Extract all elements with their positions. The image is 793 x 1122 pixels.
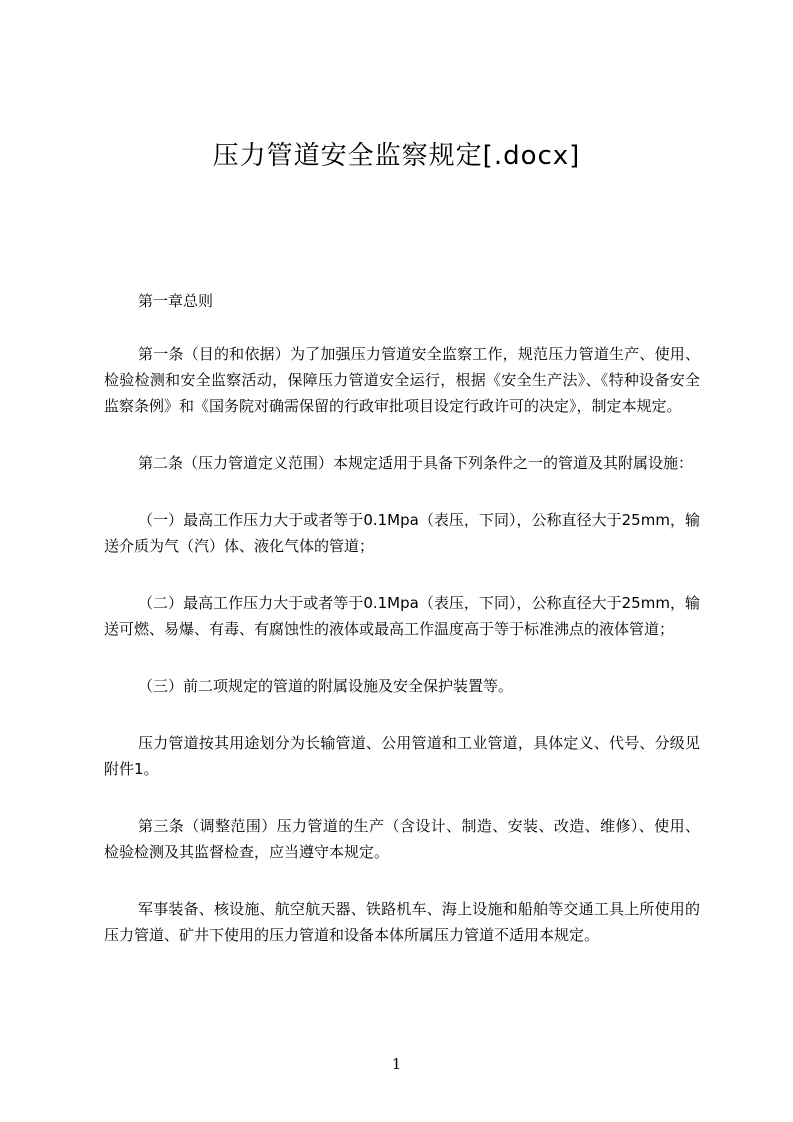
clause-3-paragraph: （三）前二项规定的管道的附属设施及安全保护装置等。 [138,677,514,695]
page-number: 1 [391,1055,402,1073]
document-title: 压力管道安全监察规定[.docx] [212,141,581,171]
article-1-paragraph: 第一条（目的和依据）为了加强压力管道安全监察工作，规范压力管道生产、使用、检验检测和安全监察活动，保障压力管道安全运行，根据《安全生产法》、《特种设备安全监察条例》和《国务院对确需保留的行政审批项目设定行政许可的决定》，制定本规定。 [104,345,700,415]
classification-paragraph: 压力管道按其用途划分为长输管道、公用管道和工业管道，具体定义、代号、分级见附件1。 [104,734,700,778]
exclusion-paragraph: 军事装备、核设施、航空航天器、铁路机车、海上设施和船舶等交通工具上所使用的压力管道、矿井下使用的压力管道和设备本体所属压力管道不适用本规定。 [104,900,700,944]
article-3-paragraph: 第三条（调整范围）压力管道的生产（含设计、制造、安装、改造、维修）、使用、检验检测及其监督检查，应当遵守本规定。 [104,817,700,861]
chapter-heading: 第一章总则 [138,292,214,310]
clause-1-paragraph: （一）最高工作压力大于或者等于0.1Mpa（表压，下同），公称直径大于25mm，输送介质为气（汽）体、液化气体的管道； [104,511,700,555]
clause-2-paragraph: （二）最高工作压力大于或者等于0.1Mpa（表压，下同），公称直径大于25mm，输送可燃、易爆、有毒、有腐蚀性的液体或最高工作温度高于等于标准沸点的液体管道； [104,594,700,638]
document-body [104,288,700,979]
article-2-paragraph: 第二条（压力管道定义范围）本规定适用于具备下列条件之一的管道及其附属设施： [138,454,694,472]
